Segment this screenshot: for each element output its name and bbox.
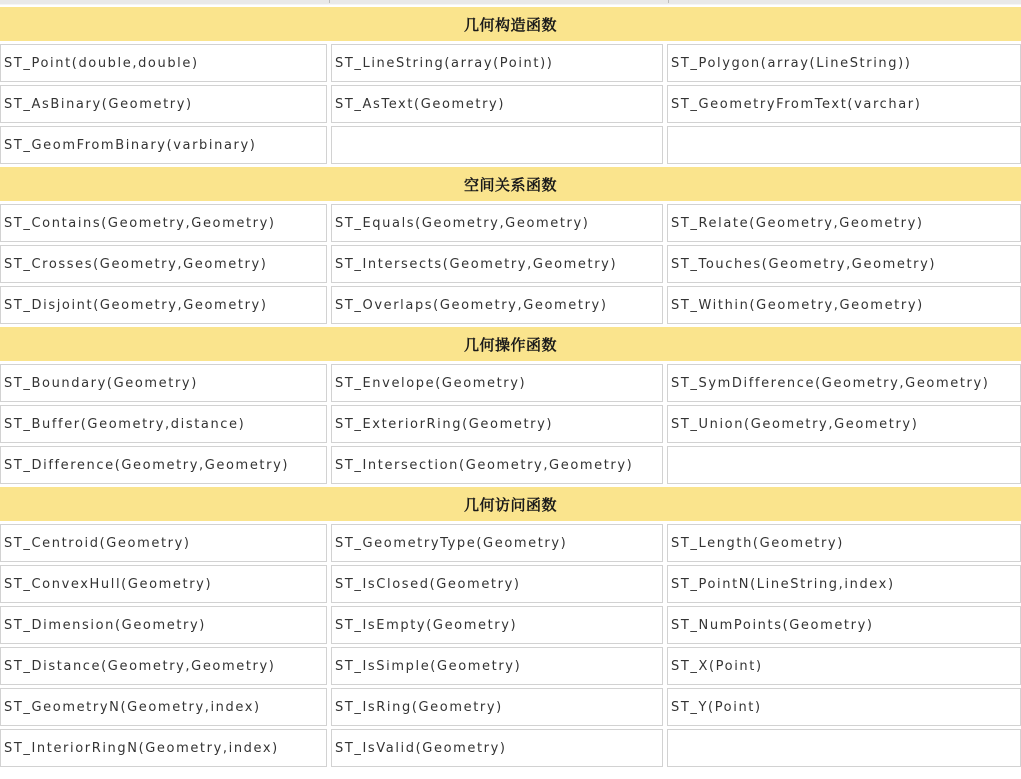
function-cell: ST_Length(Geometry): [667, 524, 1021, 562]
function-cell: ST_SymDifference(Geometry,Geometry): [667, 364, 1021, 402]
section-header: [0, 327, 1021, 361]
function-section: [0, 167, 1021, 324]
function-section: [0, 7, 1021, 164]
function-grid: [0, 364, 1021, 484]
function-cell: ST_Distance(Geometry,Geometry): [0, 647, 327, 685]
section-title: 空间关系函数: [463, 175, 557, 194]
function-cell: ST_IsClosed(Geometry): [331, 565, 663, 603]
function-cell: ST_GeomFromBinary(varbinary): [0, 126, 327, 164]
function-cell: ST_InteriorRingN(Geometry,index): [0, 729, 327, 767]
section-title: 几何访问函数: [463, 495, 557, 514]
function-cell: ST_Crosses(Geometry,Geometry): [0, 245, 327, 283]
section-title: 几何操作函数: [463, 335, 557, 354]
function-cell: ST_Centroid(Geometry): [0, 524, 327, 562]
function-cell: [667, 729, 1021, 767]
function-cell: ST_Point(double,double): [0, 44, 327, 82]
function-cell: ST_Boundary(Geometry): [0, 364, 327, 402]
function-cell: ST_Y(Point): [667, 688, 1021, 726]
previous-row-sliver: [0, 0, 1021, 5]
function-grid: [0, 44, 1021, 164]
section-header: [0, 167, 1021, 201]
section-title: 几何构造函数: [463, 15, 557, 34]
function-cell: ST_AsBinary(Geometry): [0, 85, 327, 123]
function-cell: ST_X(Point): [667, 647, 1021, 685]
function-cell: ST_Contains(Geometry,Geometry): [0, 204, 327, 242]
function-cell: ST_Intersects(Geometry,Geometry): [331, 245, 663, 283]
function-cell: ST_IsValid(Geometry): [331, 729, 663, 767]
function-cell: ST_Polygon(array(LineString)): [667, 44, 1021, 82]
function-cell: ST_NumPoints(Geometry): [667, 606, 1021, 644]
function-cell: ST_Touches(Geometry,Geometry): [667, 245, 1021, 283]
function-grid: [0, 524, 1021, 767]
function-cell: ST_ConvexHull(Geometry): [0, 565, 327, 603]
function-cell: ST_Equals(Geometry,Geometry): [331, 204, 663, 242]
function-cell: ST_Within(Geometry,Geometry): [667, 286, 1021, 324]
function-cell: ST_Envelope(Geometry): [331, 364, 663, 402]
function-cell: ST_GeometryType(Geometry): [331, 524, 663, 562]
column-divider-tick: [329, 0, 330, 3]
column-divider-tick: [668, 0, 669, 3]
function-cell: [331, 126, 663, 164]
function-cell: ST_PointN(LineString,index): [667, 565, 1021, 603]
function-cell: ST_Overlaps(Geometry,Geometry): [331, 286, 663, 324]
function-cell: ST_AsText(Geometry): [331, 85, 663, 123]
function-cell: ST_Disjoint(Geometry,Geometry): [0, 286, 327, 324]
function-cell: [667, 446, 1021, 484]
function-cell: ST_IsSimple(Geometry): [331, 647, 663, 685]
function-cell: ST_GeometryFromText(varchar): [667, 85, 1021, 123]
function-cell: ST_ExteriorRing(Geometry): [331, 405, 663, 443]
section-header: [0, 487, 1021, 521]
function-cell: ST_GeometryN(Geometry,index): [0, 688, 327, 726]
function-cell: ST_LineString(array(Point)): [331, 44, 663, 82]
function-section: [0, 487, 1021, 767]
function-cell: ST_IsEmpty(Geometry): [331, 606, 663, 644]
function-cell: ST_IsRing(Geometry): [331, 688, 663, 726]
function-cell: ST_Union(Geometry,Geometry): [667, 405, 1021, 443]
function-cell: ST_Buffer(Geometry,distance): [0, 405, 327, 443]
function-cell: [667, 126, 1021, 164]
function-grid: [0, 204, 1021, 324]
function-section: [0, 327, 1021, 484]
function-sections-container: [0, 7, 1021, 767]
section-header: [0, 7, 1021, 41]
function-cell: ST_Relate(Geometry,Geometry): [667, 204, 1021, 242]
function-cell: ST_Difference(Geometry,Geometry): [0, 446, 327, 484]
function-cell: ST_Intersection(Geometry,Geometry): [331, 446, 663, 484]
function-cell: ST_Dimension(Geometry): [0, 606, 327, 644]
